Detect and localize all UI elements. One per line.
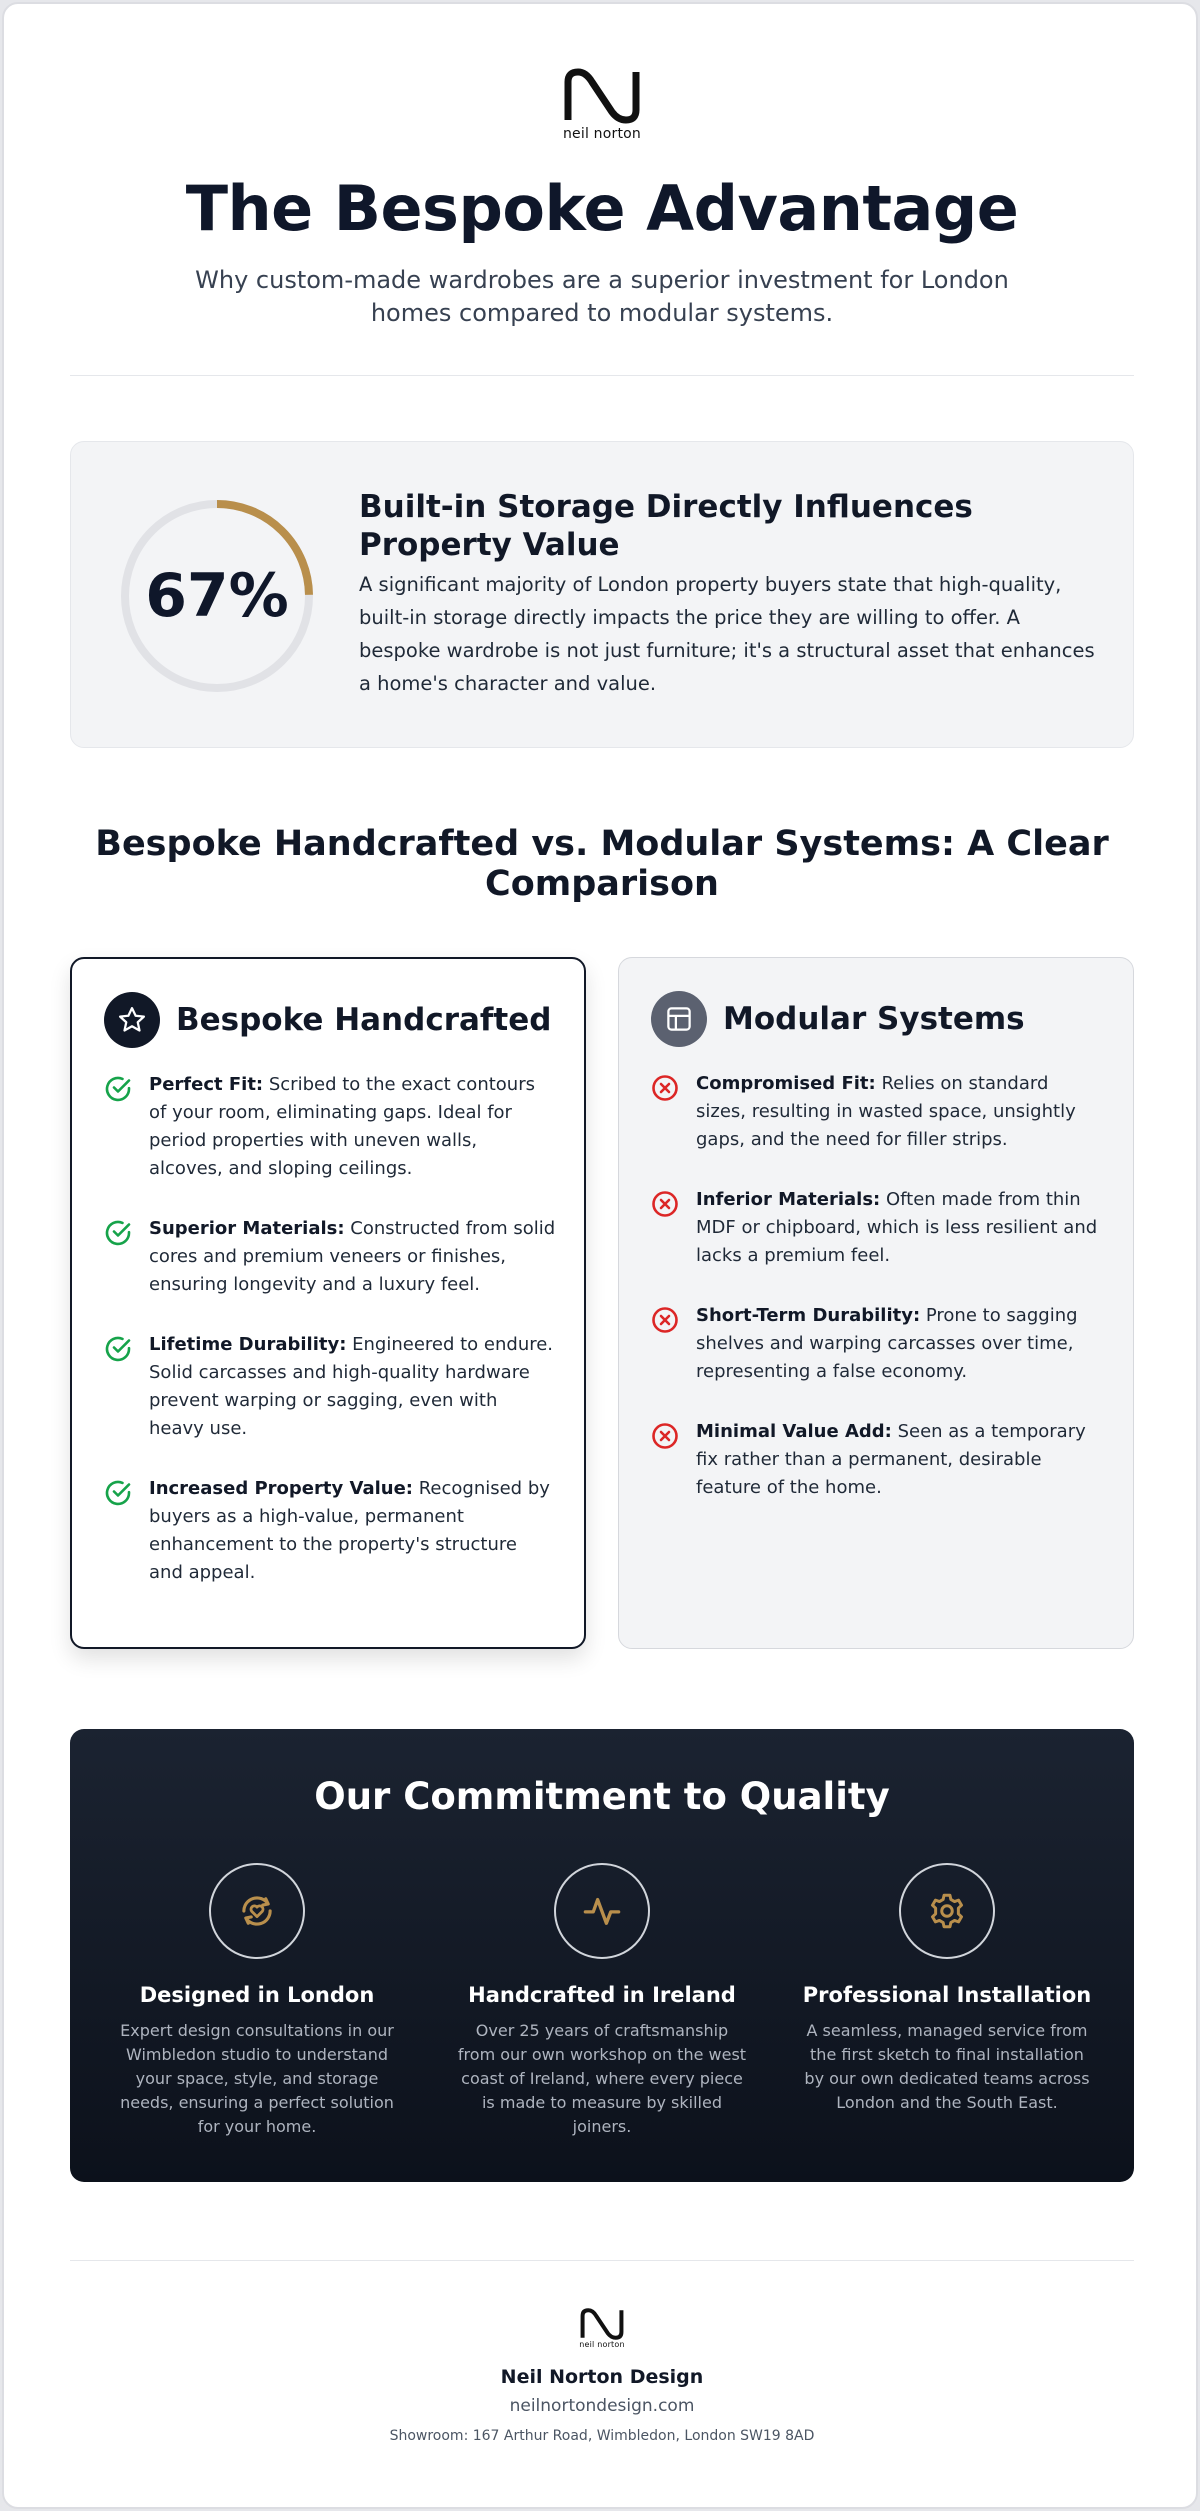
header-logo <box>4 68 1198 142</box>
footer-divider <box>70 2260 1134 2261</box>
list-item <box>651 1418 1103 1502</box>
item-text: Recognised by buyers as a high-value, permanent enhancement to the property's structure and appeal. <box>149 1478 550 1583</box>
list-item <box>104 1331 556 1443</box>
feature-title: Handcrafted in Ireland <box>468 1983 736 2007</box>
x-circle-icon <box>651 1190 679 1218</box>
list-item <box>651 1070 1103 1154</box>
x-circle-icon <box>651 1074 679 1102</box>
item-text: Engineered to endure. Solid carcasses and high-quality hardware prevent warping or sagging, even with heavy use. <box>149 1334 554 1439</box>
feature-text: Expert design consultations in our Wimbledon studio to understand your space, style, and storage needs, ensuring a perfect solution for your home. <box>120 2021 394 2136</box>
bespoke-column <box>70 957 586 1649</box>
logo-mark-icon <box>562 68 642 124</box>
item-label: Short-Term Durability: <box>696 1305 921 1326</box>
stat-card <box>70 441 1134 748</box>
logo-mark-icon <box>579 2308 625 2340</box>
feature-installation <box>802 1863 1092 2115</box>
item-label: Perfect Fit: <box>149 1074 264 1095</box>
logo-text: neil norton <box>579 2340 625 2349</box>
list-item <box>104 1071 556 1183</box>
check-circle-icon <box>104 1335 132 1363</box>
check-circle-icon <box>104 1075 132 1103</box>
footer-logo <box>4 2308 1198 2349</box>
page-subtitle: Why custom-made wardrobes are a superior investment for London homes compared to modular systems. <box>195 266 1009 327</box>
bespoke-list <box>104 1071 556 1619</box>
check-circle-icon <box>104 1219 132 1247</box>
logo-text: neil norton <box>562 126 642 142</box>
modular-column <box>618 957 1134 1649</box>
header-divider <box>70 375 1134 376</box>
modular-title: Modular Systems <box>723 1001 1025 1037</box>
item-label: Increased Property Value: <box>149 1478 413 1499</box>
item-label: Inferior Materials: <box>696 1189 881 1210</box>
item-label: Minimal Value Add: <box>696 1421 892 1442</box>
layout-icon <box>651 991 707 1047</box>
design-icon <box>209 1863 305 1959</box>
item-text: Prone to sagging shelves and warping carcasses over time, representing a false economy. <box>696 1305 1078 1382</box>
check-circle-icon <box>104 1479 132 1507</box>
gear-icon <box>899 1863 995 1959</box>
infographic-page <box>2 2 1198 2509</box>
stat-title: Built-in Storage Directly Influences Property Value <box>359 489 973 563</box>
item-label: Lifetime Durability: <box>149 1334 347 1355</box>
footer-website-link[interactable]: neilnortondesign.com <box>509 2396 695 2416</box>
comparison-heading: Bespoke Handcrafted vs. Modular Systems: A Clear Comparison <box>95 824 1109 904</box>
modular-header <box>651 990 1025 1048</box>
bespoke-title: Bespoke Handcrafted <box>176 1002 552 1038</box>
feature-title: Professional Installation <box>802 1983 1092 2007</box>
modular-list <box>651 1070 1103 1534</box>
item-text: Constructed from solid cores and premium veneers or finishes, ensuring longevity and a luxury feel. <box>149 1218 556 1295</box>
feature-designed <box>112 1863 402 2139</box>
feature-title: Designed in London <box>139 1983 375 2007</box>
item-text: Seen as a temporary fix rather than a permanent, desirable feature of the home. <box>696 1421 1086 1498</box>
commitment-panel <box>70 1729 1134 2182</box>
stat-text: A significant majority of London property buyers state that high-quality, built-in storage directly impacts the price they are willing to offer. A bespoke wardrobe is not just furniture; it's a structural asset that enhances a home's character and value. <box>359 573 1095 695</box>
item-text: Scribed to the exact contours of your room, eliminating gaps. Ideal for period properties with uneven walls, alcoves, and sloping ceilings. <box>149 1074 535 1179</box>
x-circle-icon <box>651 1422 679 1450</box>
stat-value: 67% <box>145 561 289 631</box>
item-text: Relies on standard sizes, resulting in wasted space, unsightly gaps, and the need for filler strips. <box>696 1073 1076 1150</box>
footer-address: Showroom: 167 Arthur Road, Wimbledon, London SW19 8AD <box>389 2428 815 2444</box>
list-item <box>651 1186 1103 1270</box>
bespoke-header <box>104 991 551 1049</box>
footer-company-name: Neil Norton Design <box>500 2366 704 2388</box>
feature-handcrafted <box>457 1863 747 2139</box>
item-text: Often made from thin MDF or chipboard, which is less resilient and lacks a premium feel. <box>696 1189 1098 1266</box>
item-label: Compromised Fit: <box>696 1073 876 1094</box>
feature-text: A seamless, managed service from the first sketch to final installation by our own dedicated teams across London and the South East. <box>804 2021 1090 2112</box>
star-icon <box>104 992 160 1048</box>
activity-icon <box>554 1863 650 1959</box>
feature-text: Over 25 years of craftsmanship from our own workshop on the west coast of Ireland, where every piece is made to measure by skilled joiners. <box>457 2021 747 2136</box>
page-title: The Bespoke Advantage <box>185 172 1019 245</box>
list-item <box>104 1475 556 1587</box>
item-label: Superior Materials: <box>149 1218 345 1239</box>
list-item <box>104 1215 556 1299</box>
x-circle-icon <box>651 1306 679 1334</box>
list-item <box>651 1302 1103 1386</box>
commitment-title: Our Commitment to Quality <box>314 1775 890 1818</box>
